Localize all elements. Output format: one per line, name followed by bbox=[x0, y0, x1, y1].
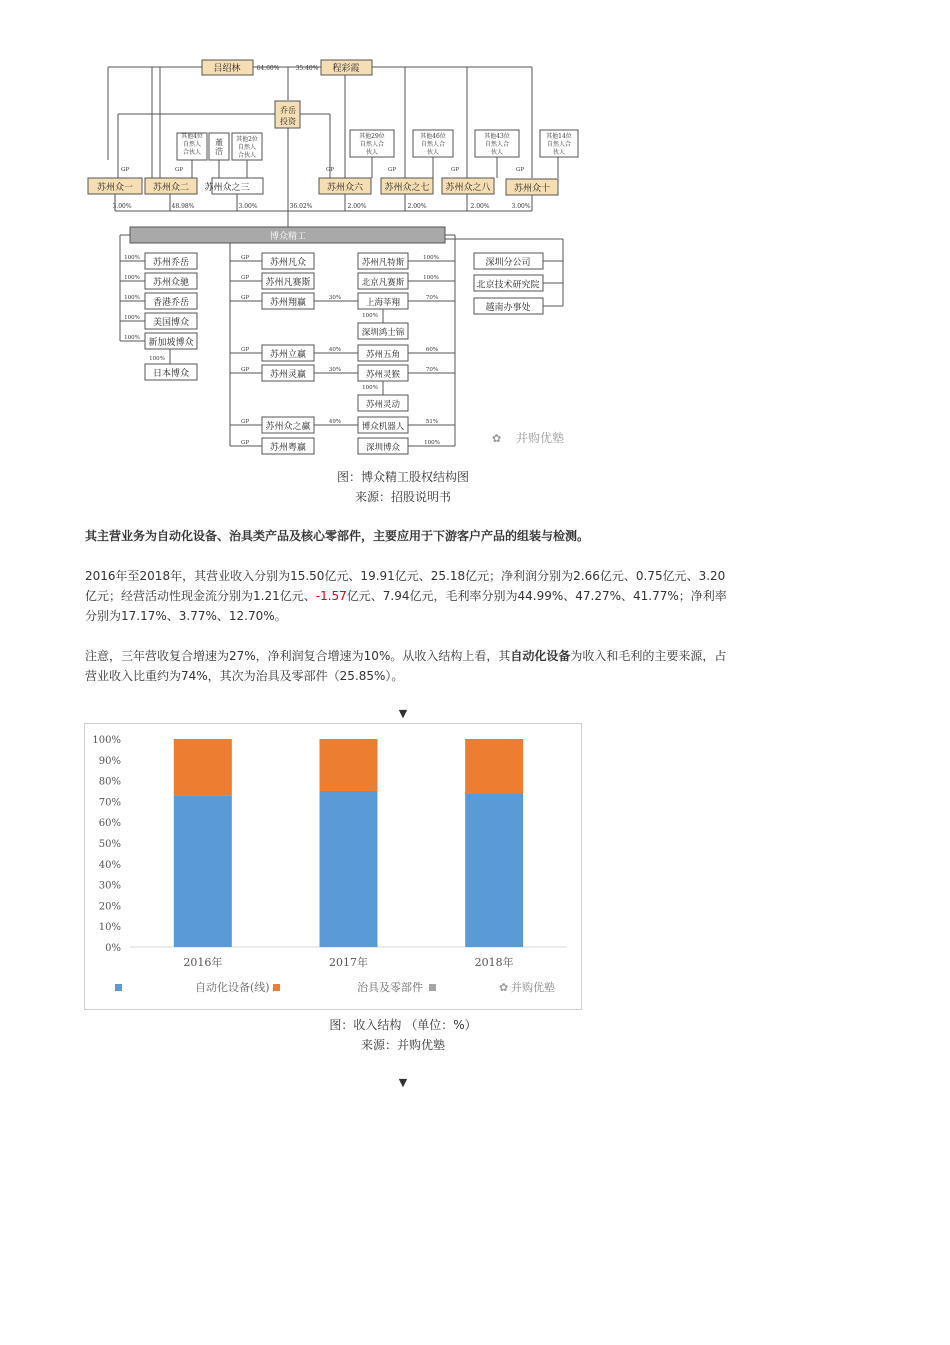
legend-swatch-2 bbox=[429, 984, 436, 991]
gp-label: GP bbox=[326, 167, 335, 173]
bar-automation-1 bbox=[320, 791, 378, 947]
center-company-label: 博众精工 bbox=[269, 232, 307, 242]
platform-label: 苏州众十 bbox=[513, 184, 551, 194]
paragraph-business: 其主营业务为自动化设备、治具类产品及核心零部件，主要应用于下游客户产品的组装与检测。 bbox=[85, 529, 590, 543]
bar-fixtures-0 bbox=[174, 739, 232, 795]
bar-fixtures-2 bbox=[465, 739, 523, 793]
bold-automation: 自动化设备 bbox=[510, 649, 571, 663]
pct-100: 100% bbox=[124, 295, 140, 301]
legend-swatch-1 bbox=[273, 984, 280, 991]
wechat-icon: ✿ bbox=[492, 432, 502, 445]
pct-100: 100% bbox=[124, 255, 140, 261]
platform-pct: 3.00% bbox=[112, 203, 132, 210]
gp-label: GP bbox=[241, 255, 250, 261]
jv-pct: 30% bbox=[328, 295, 342, 301]
y-tick-label: 50% bbox=[98, 839, 121, 850]
jv-label: 深圳鸿士锦 bbox=[361, 328, 405, 338]
gp-label: GP bbox=[241, 275, 250, 281]
jv-label: 苏州灵动 bbox=[365, 400, 401, 410]
svg-text:并购优塾: 并购优塾 bbox=[516, 431, 565, 445]
y-tick-label: 90% bbox=[98, 755, 121, 767]
left-sub-label: 苏州乔岳 bbox=[152, 258, 190, 268]
mid-sub-label: 苏州立赢 bbox=[269, 350, 307, 360]
jv-label: 苏州凡特斯 bbox=[361, 258, 405, 268]
platform-label: 苏州众之三 bbox=[204, 183, 250, 193]
down-arrow-icon: ▼ bbox=[398, 707, 408, 720]
jv-pct: 30% bbox=[328, 367, 342, 373]
partner-label: 其他46位 bbox=[420, 133, 446, 140]
y-tick-label: 60% bbox=[98, 818, 121, 830]
jv-pct: 100% bbox=[423, 255, 439, 261]
platform-pct: 2.00% bbox=[470, 203, 490, 210]
platform-label: 苏州众六 bbox=[326, 183, 364, 193]
jv-pct: 100% bbox=[424, 440, 440, 446]
partner-label: 自然人合 bbox=[359, 141, 385, 148]
partner-label: 董 bbox=[215, 138, 223, 147]
jv-pct: 100% bbox=[362, 385, 378, 391]
gp-label: GP bbox=[241, 367, 250, 373]
paragraph-financials: 2016年至2018年，其营业收入分别为15.50亿元、19.91亿元、25.18亿元；净利润分别为2.66亿元、0.75亿元、3.20亿元；经营活动性现金流分别为1.21亿元、-1.57亿元、7.94亿元，毛利率分别为44.99%、47.27%、41.77%；净利率分别为17.17%、3.77%、12.70%。 bbox=[85, 569, 727, 623]
figure1-source: 来源：招股说明书 bbox=[354, 490, 451, 504]
figure2-title: 图：收入结构 （单位：%） bbox=[329, 1018, 477, 1032]
jv-pct: 60% bbox=[425, 347, 439, 353]
partner-label: 伙人 bbox=[426, 149, 440, 156]
legend-swatch-0 bbox=[115, 984, 122, 991]
branch-label: 越南办事处 bbox=[485, 303, 531, 313]
y-tick-label: 30% bbox=[98, 880, 121, 892]
y-tick-label: 0% bbox=[105, 943, 121, 954]
partner-label: 其他2位 bbox=[236, 136, 258, 143]
qiaoyue-label-1: 乔岳 bbox=[280, 106, 296, 115]
mid-sub-label: 苏州凡众 bbox=[269, 258, 307, 268]
partner-label: 其他4位 bbox=[181, 133, 203, 140]
figure2-source: 来源：并购优塾 bbox=[360, 1038, 445, 1052]
partner-label: 伙人 bbox=[552, 149, 566, 156]
jv-label: 北京凡赛斯 bbox=[361, 278, 405, 288]
gp-label: GP bbox=[451, 167, 460, 173]
partner-label: 自然人 bbox=[182, 141, 202, 148]
partner-label: 浩 bbox=[215, 147, 223, 156]
gp-label: GP bbox=[241, 419, 250, 425]
jv-pct: 100% bbox=[423, 275, 439, 281]
pct-100: 100% bbox=[149, 356, 165, 362]
jv-pct: 70% bbox=[425, 295, 439, 301]
mid-sub-label: 苏州灵赢 bbox=[269, 370, 307, 380]
mid-sub-label: 苏州凡赛斯 bbox=[265, 278, 311, 288]
down-arrow-icon-2: ▼ bbox=[398, 1076, 408, 1089]
partner-label: 自然人 bbox=[237, 144, 257, 151]
platform-label: 苏州众之八 bbox=[445, 183, 491, 193]
y-tick-label: 70% bbox=[98, 797, 121, 809]
y-tick-label: 20% bbox=[98, 901, 121, 913]
partner-label: 伙人 bbox=[365, 149, 379, 156]
platform-pct: 3.00% bbox=[238, 203, 258, 210]
left-sub-label: 香港乔岳 bbox=[152, 298, 190, 308]
gp-label: GP bbox=[241, 347, 250, 353]
jv-label: 上海莘翔 bbox=[365, 298, 401, 308]
jv-label: 深圳博众 bbox=[365, 443, 401, 453]
pct-100: 100% bbox=[124, 335, 140, 341]
left-sub-label: 苏州众驰 bbox=[152, 278, 190, 288]
gp-label: GP bbox=[121, 167, 130, 173]
left-sub-label: 美国博众 bbox=[152, 318, 190, 328]
partner-label: 其他43位 bbox=[484, 133, 510, 140]
partner-label: 合伙人 bbox=[182, 149, 202, 156]
legend-label: 治具及零部件 bbox=[357, 981, 423, 994]
gp-label: GP bbox=[241, 295, 250, 301]
jv-pct: 51% bbox=[425, 419, 439, 425]
y-tick-label: 100% bbox=[92, 735, 121, 746]
bar-automation-2 bbox=[465, 793, 523, 947]
mid-sub-label: 苏州翔赢 bbox=[269, 298, 307, 308]
chart-svg bbox=[85, 724, 581, 1009]
x-tick-label: 2018年 bbox=[474, 956, 514, 969]
jv-pct: 100% bbox=[362, 313, 378, 319]
platform-label: 苏州众二 bbox=[152, 183, 190, 193]
gp-label: GP bbox=[388, 167, 397, 173]
jv-pct: 70% bbox=[425, 367, 439, 373]
equity-structure-diagram bbox=[80, 52, 590, 457]
partner-label: 其他14位 bbox=[546, 133, 572, 140]
mid-sub-label: 苏州粤赢 bbox=[269, 443, 307, 453]
bar-fixtures-1 bbox=[320, 739, 378, 791]
revenue-structure-chart bbox=[84, 723, 582, 1010]
watermark-org bbox=[492, 430, 564, 445]
pct-cheng: 35.40% bbox=[295, 65, 319, 72]
person-cheng: 程彩霞 bbox=[332, 64, 360, 74]
platform-pct: 2.00% bbox=[407, 203, 427, 210]
partner-label: 自然人合 bbox=[420, 141, 446, 148]
negative-cashflow-value: -1.57 bbox=[315, 589, 347, 603]
qiaoyue-label-2: 投资 bbox=[280, 117, 296, 126]
paragraph-growth: 注意，三年营收复合增速为27%，净利润复合增速为10%。从收入结构上看，其自动化设备为收入和毛利的主要来源，占营业收入比重约为74%，其次为治具及零部件（25.85%）。 bbox=[85, 649, 727, 683]
wechat-icon: ✿ bbox=[499, 981, 509, 994]
y-tick-label: 10% bbox=[98, 922, 121, 934]
platform-pct: 3.00% bbox=[511, 203, 531, 210]
figure1-title: 图：博众精工股权结构图 bbox=[336, 470, 469, 484]
qiaoyue-pct: 36.02% bbox=[289, 203, 313, 210]
jv-label: 博众机器人 bbox=[361, 422, 405, 432]
y-tick-label: 80% bbox=[98, 776, 121, 788]
branch-label: 北京技术研究院 bbox=[476, 280, 540, 291]
partner-label: 自然人合 bbox=[546, 141, 572, 148]
x-tick-label: 2016年 bbox=[183, 956, 223, 969]
pct-100: 100% bbox=[124, 275, 140, 281]
y-tick-label: 40% bbox=[98, 859, 121, 871]
jv-pct: 49% bbox=[328, 419, 342, 425]
jv-label: 苏州五角 bbox=[365, 350, 401, 360]
gp-label: GP bbox=[516, 167, 525, 173]
person-lv: 吕绍林 bbox=[213, 64, 241, 74]
platform-label: 苏州众之七 bbox=[384, 183, 430, 193]
pct-100: 100% bbox=[124, 315, 140, 321]
x-tick-label: 2017年 bbox=[329, 956, 368, 969]
left-sub-label: 新加坡博众 bbox=[148, 338, 194, 348]
jv-pct: 40% bbox=[328, 347, 342, 353]
platform-pct: 2.00% bbox=[347, 203, 367, 210]
jv-label: 苏州灵猴 bbox=[365, 370, 401, 380]
partner-label: 自然人合 bbox=[484, 141, 510, 148]
branch-label: 深圳分公司 bbox=[485, 258, 531, 268]
partner-label: 合伙人 bbox=[237, 152, 257, 159]
gp-label: GP bbox=[241, 440, 250, 446]
legend-label: 自动化设备(线) bbox=[195, 981, 270, 994]
mid-sub-label: 苏州众之赢 bbox=[265, 422, 311, 432]
bar-automation-0 bbox=[174, 795, 232, 947]
pct-lv: 64.60% bbox=[256, 65, 280, 72]
platform-label: 苏州众一 bbox=[96, 183, 134, 193]
partner-label: 其他29位 bbox=[359, 133, 385, 140]
japan-sub-label: 日本博众 bbox=[152, 369, 190, 379]
gp-label: GP bbox=[175, 167, 184, 173]
chart-watermark: 并购优塾 bbox=[511, 981, 555, 994]
platform-pct: 48.98% bbox=[171, 203, 195, 210]
partner-label: 伙人 bbox=[490, 149, 504, 156]
